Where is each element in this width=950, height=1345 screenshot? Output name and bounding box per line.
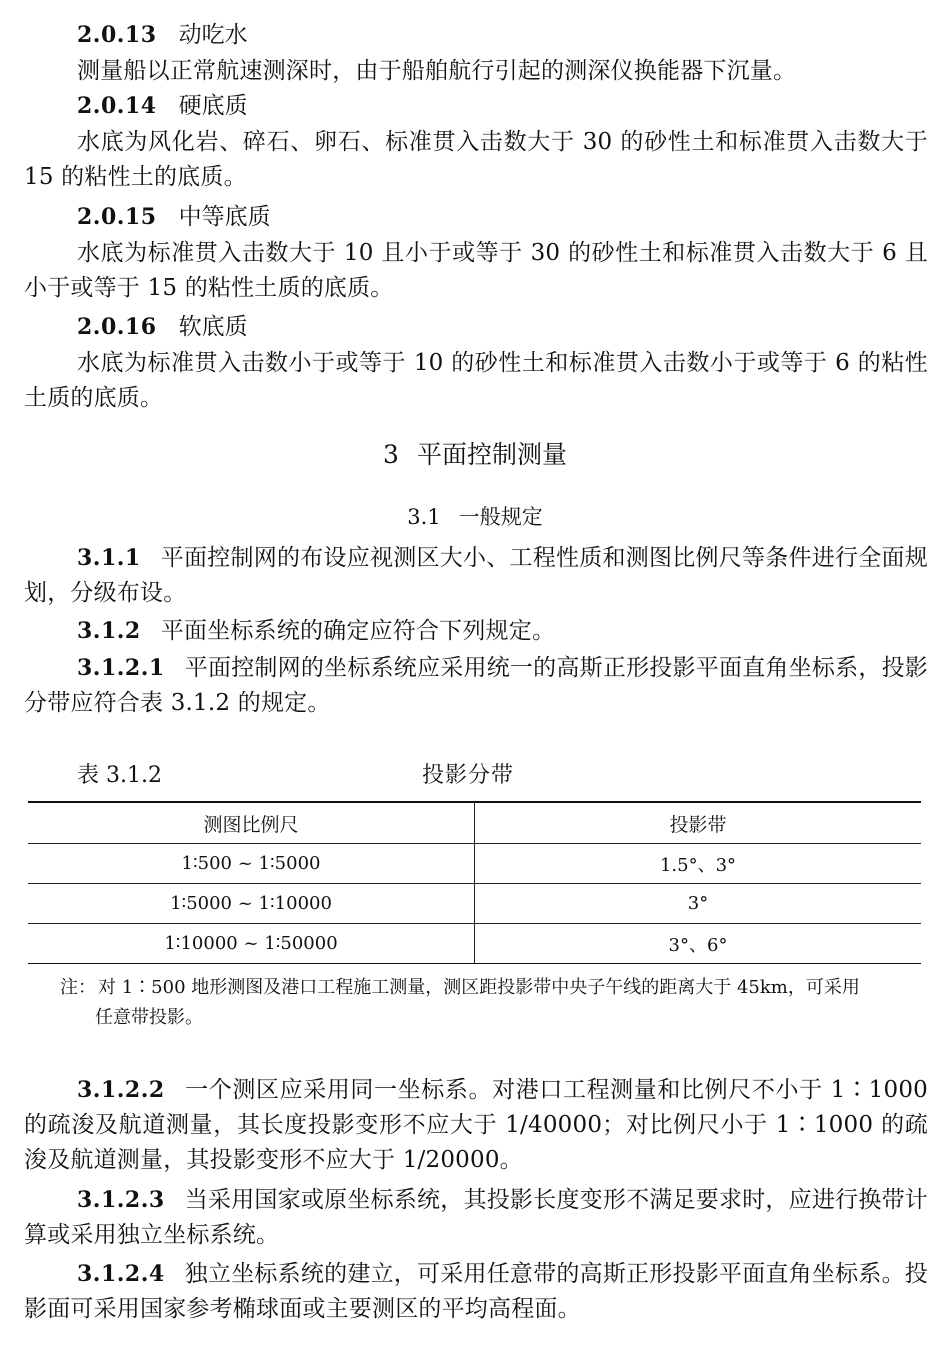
- chapter-number: 3: [383, 440, 399, 469]
- cell-scale: 1∶500 ~ 1∶5000: [28, 844, 475, 884]
- note-label: 注：: [60, 977, 96, 998]
- cell-zone: 3°: [475, 884, 922, 924]
- cell-zone: 1.5°、3°: [475, 844, 922, 884]
- clause-number: 3.1.2.4: [77, 1261, 165, 1287]
- term-heading: [77, 91, 248, 121]
- term-heading: [77, 20, 248, 50]
- column-header-zone: 投影带: [475, 802, 922, 844]
- term-definition: 水底为标准贯入击数大于 10 且小于或等于 30 的砂性土和标准贯入击数大于 6 且小于或等于 15 的粘性土质的底质。: [24, 240, 928, 301]
- note-text-line2: 任意带投影。: [95, 1007, 203, 1028]
- table-row: [28, 884, 921, 924]
- note-text-line1: 对 1∶500 地形测图及港口工程施工测量，测区距投影带中央子午线的距离大于 45km，可采用: [98, 977, 860, 998]
- term-heading: [77, 312, 248, 342]
- section-number: 3.1: [407, 505, 441, 529]
- clause-paragraph: [24, 1257, 928, 1327]
- term-number: 2.0.14: [77, 93, 157, 119]
- term-heading: [77, 202, 271, 232]
- term-definition: 测量船以正常航速测深时，由于船舶航行引起的测深仪换能器下沉量。: [77, 58, 797, 84]
- clause-paragraph: [24, 541, 928, 611]
- clause-paragraph: [24, 651, 928, 721]
- clause-paragraph: [24, 1073, 928, 1178]
- section-title: [0, 503, 950, 531]
- term-name: 硬底质: [178, 93, 248, 119]
- clause-number: 3.1.2.2: [77, 1077, 165, 1103]
- clause-text: 平面控制网的布设应视测区大小、工程性质和测图比例尺等条件进行全面规划，分级布设。: [24, 545, 928, 606]
- clause-number: 3.1.2.3: [77, 1187, 165, 1213]
- clause-paragraph: [24, 1183, 928, 1253]
- term-name: 软底质: [178, 314, 248, 340]
- clause-number: 3.1.2.1: [77, 655, 165, 681]
- cell-zone: 3°、6°: [475, 924, 922, 964]
- chapter-name: 平面控制测量: [416, 440, 567, 469]
- clause-number: 3.1.1: [77, 545, 141, 571]
- clause-text: 平面控制网的坐标系统应采用统一的高斯正形投影平面直角坐标系，投影分带应符合表 3.1.2 的规定。: [24, 655, 928, 716]
- cell-scale: 1∶10000 ~ 1∶50000: [28, 924, 475, 964]
- term-number: 2.0.16: [77, 314, 157, 340]
- clause-number: 3.1.2: [77, 618, 141, 644]
- table-note: [60, 973, 930, 1033]
- clause-text: 当采用国家或原坐标系统，其投影长度变形不满足要求时，应进行换带计算或采用独立坐标系统。: [24, 1187, 928, 1248]
- term-name: 中等底质: [178, 204, 271, 230]
- clause-text: 一个测区应采用同一坐标系。对港口工程测量和比例尺不小于 1∶1000 的疏浚及航道测量，其长度投影变形不应大于 1/40000；对比例尺小于 1∶1000 的疏浚及航道测量，其投影变形不应大于 1/20000。: [24, 1077, 928, 1173]
- clause-text: 平面坐标系统的确定应符合下列规定。: [160, 618, 556, 644]
- projection-zone-table: [28, 801, 921, 964]
- term-number: 2.0.13: [77, 22, 157, 48]
- table-title: 投影分带: [422, 763, 515, 788]
- table-row: [28, 844, 921, 884]
- table-number: 表 3.1.2: [77, 763, 162, 788]
- term-number: 2.0.15: [77, 204, 157, 230]
- chapter-title: [0, 439, 950, 471]
- term-definition: 水底为标准贯入击数小于或等于 10 的砂性土和标准贯入击数小于或等于 6 的粘性土质的底质。: [24, 350, 928, 411]
- table-row: [28, 924, 921, 964]
- table-caption: [77, 760, 927, 792]
- column-header-scale: 测图比例尺: [28, 802, 475, 844]
- term-name: 动吃水: [178, 22, 248, 48]
- clause-paragraph: [24, 614, 928, 649]
- section-name: 一般规定: [458, 505, 543, 529]
- clause-text: 独立坐标系统的建立，可采用任意带的高斯正形投影平面直角坐标系。投影面可采用国家参考椭球面或主要测区的平均高程面。: [24, 1261, 928, 1322]
- cell-scale: 1∶5000 ~ 1∶10000: [28, 884, 475, 924]
- term-definition: 水底为风化岩、碎石、卵石、标准贯入击数大于 30 的砂性土和标准贯入击数大于 15 的粘性土的底质。: [24, 129, 928, 190]
- table-header-row: [28, 802, 921, 844]
